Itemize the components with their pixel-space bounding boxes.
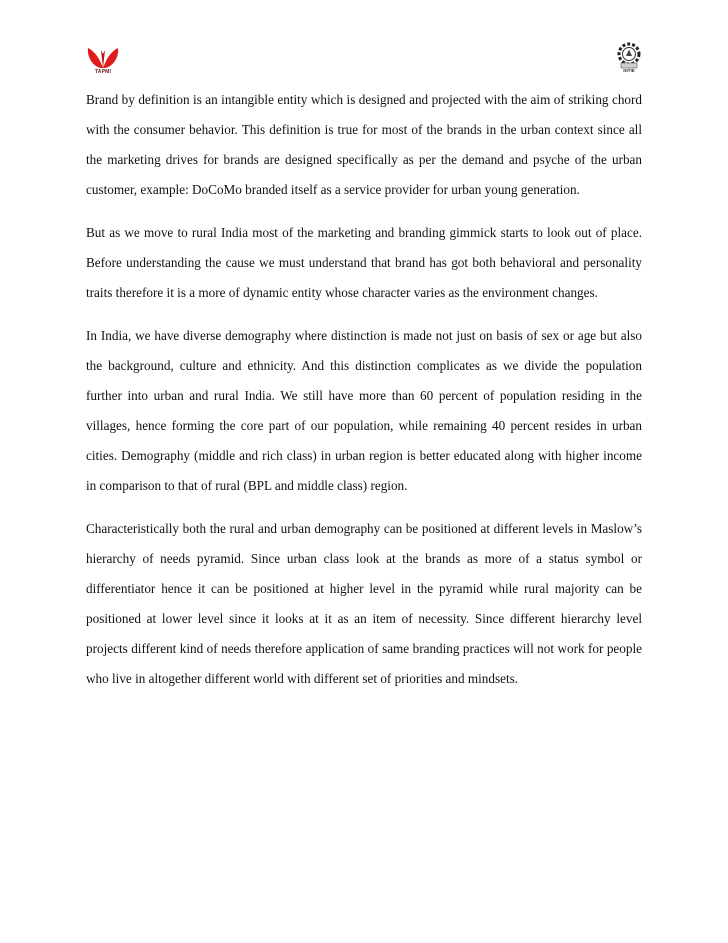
nitie-logo: [614, 40, 644, 80]
paragraph-brand-definition: Brand by definition is an intangible entity which is designed and projected with the aim of striking chord with the consumer behavior. This definition is true for most of the brands in the urban context since all the marketing drives for brands are designed specifically as per the demand and psyche of the urban customer, example: DoCoMo branded itself as a service provider for urban young generation.: [86, 92, 642, 197]
paragraph-rural-india: But as we move to rural India most of the marketing and branding gimmick starts to look out of place. Before understanding the cause we must understand that brand has got both behavioral and personality traits therefore it is a more of dynamic entity whose character varies as the environment changes.: [86, 225, 642, 300]
paragraph-maslow-hierarchy: Characteristically both the rural and urban demography can be positioned at different levels in Maslow’s hierarchy of needs pyramid. Since urban class look at the brands as more of a status symbol or differentiator hence it can be positioned at higher level in the pyramid while rural majority can be positioned at lower level since it looks at it as an item of necessity. Since different hierarchy level projects different kind of needs therefore application of same branding practices will not work for people who live in altogether different world with different set of priorities and mindsets.: [86, 521, 642, 686]
gear-emblem-icon: [614, 40, 644, 70]
paragraph-demography: In India, we have diverse demography where distinction is made not just on basis of sex or age but also the background, culture and ethnicity. And this distinction complicates as we divide the population further into urban and rural India. We still have more than 60 percent of population residing in the villages, hence forming the core part of our population, while remaining 40 percent resides in urban cities. Demography (middle and rich class) in urban region is better educated along with higher income in comparison to that of rural (BPL and middle class) region.: [86, 328, 642, 493]
document-body: [86, 85, 642, 707]
tapmi-logo: [86, 44, 120, 78]
tapmi-logo-text: TAPMI: [94, 69, 112, 75]
nitie-logo-text: NITIE: [623, 68, 635, 73]
butterfly-logo-icon: [86, 44, 120, 70]
